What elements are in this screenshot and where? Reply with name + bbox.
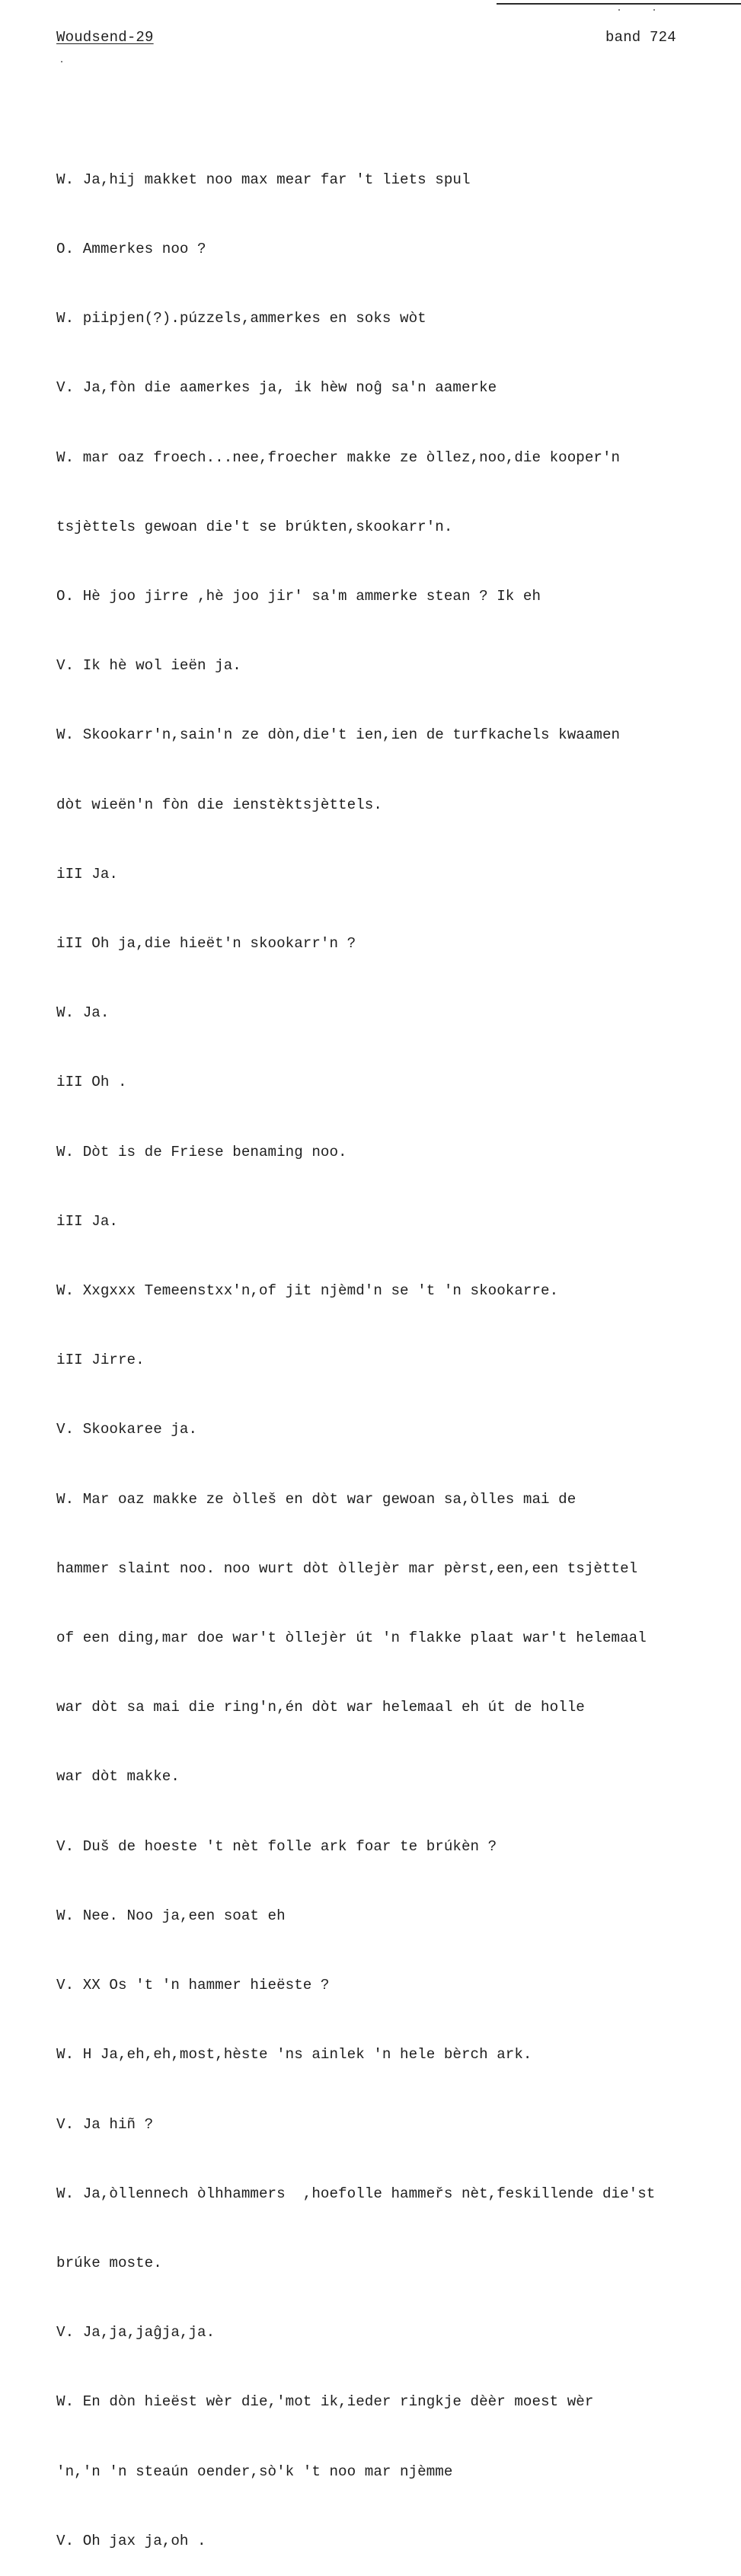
- transcript-line: W. Dòt is de Friese benaming noo.: [56, 1143, 347, 1160]
- document-id: Woudsend-29: [56, 29, 154, 46]
- transcript-line: iII Ja.: [56, 1212, 118, 1230]
- transcript-line: V. Oh jax ja,oh .: [56, 2532, 206, 2549]
- transcript-body: [56, 122, 711, 2576]
- transcript-line: brúke moste.: [56, 2254, 162, 2271]
- transcript-line: iII Oh .: [56, 1074, 127, 1091]
- transcript-line: W. Xxgxxx Temeenstxx'n,of jit njèmd'n se 't 'n skookarre.: [56, 1282, 559, 1300]
- transcript-line: O. Ammerkes noo ?: [56, 241, 206, 258]
- paper-speck: [653, 9, 655, 11]
- transcript-line: W. En dòn hieëst wèr die,'mot ik,ieder ringkje dèèr moest wèr: [56, 2393, 594, 2411]
- top-rule: [497, 3, 741, 5]
- transcript-line: iII Oh ja,die hieët'n skookarr'n ?: [56, 935, 356, 953]
- transcript-line: war dòt sa mai die ring'n,én dòt war helemaal eh út de holle: [56, 1699, 585, 1716]
- transcript-line: V. Ik hè wol ieën ja.: [56, 657, 241, 675]
- transcript-line: V. Skookaree ja.: [56, 1421, 198, 1438]
- tape-number: band 724: [605, 29, 676, 46]
- transcript-line: V. Ja,ja,jaĝja,ja.: [56, 2324, 216, 2341]
- transcript-line: iII Jirre.: [56, 1352, 145, 1369]
- transcript-line: W. Nee. Noo ja,een soat eh: [56, 1907, 286, 1924]
- transcript-line: W. Skookarr'n,sain'n ze dòn,die't ien,ien de turfkachels kwaamen: [56, 726, 621, 744]
- paper-speck: [61, 61, 62, 62]
- transcript-line: W. Mar oaz makke ze òlleš en dòt war gewoan sa,òlles mai de: [56, 1490, 577, 1508]
- transcript-line: V. Duš de hoeste 't nèt folle ark foar te brúkèn ?: [56, 1837, 497, 1855]
- transcript-line: W. H Ja,eh,eh,most,hèste 'ns ainlek 'n hele bèrch ark.: [56, 2046, 532, 2064]
- paper-speck: [618, 9, 620, 11]
- transcript-line: W. Ja.: [56, 1004, 110, 1022]
- transcript-line: war dòt makke.: [56, 1768, 180, 1786]
- transcript-line: V. Ja,fòn die aamerkes ja, ik hèw noĝ sa'n aamerke: [56, 379, 497, 397]
- transcript-line: W. Ja,òllennech òlhhammers ,hoefolle hammeřs nèt,feskillende die'st: [56, 2185, 656, 2202]
- transcript-line: of een ding,mar doe war't òllejèr út 'n flakke plaat war't helemaal: [56, 1630, 647, 1647]
- transcript-line: 'n,'n 'n steaún oender,sò'k 't noo mar njèmme: [56, 2463, 453, 2480]
- transcript-line: W. mar oaz froech...nee,froecher makke ze òllez,noo,die kooper'n: [56, 448, 621, 466]
- transcript-line: V. Ja hiñ ?: [56, 2115, 154, 2133]
- transcript-line: hammer slaint noo. noo wurt dòt òllejèr mar pèrst,een,een tsjèttel: [56, 1559, 638, 1577]
- transcript-line: W. piipjen(?).púzzels,ammerkes en soks wòt: [56, 310, 426, 327]
- transcript-line: O. Hè joo jirre ,hè joo jir' sa'm ammerke stean ? Ik eh: [56, 588, 541, 605]
- transcript-line: W. Ja,hij makket noo max mear far 't liets spul: [56, 171, 471, 188]
- transcript-line: tsjèttels gewoan die't se brúkten,skookarr'n.: [56, 518, 453, 535]
- transcript-line: dòt wieën'n fòn die ienstèktsjèttels.: [56, 796, 382, 813]
- transcript-line: iII Ja.: [56, 865, 118, 883]
- transcript-line: V. XX Os 't 'n hammer hieëste ?: [56, 1977, 330, 1994]
